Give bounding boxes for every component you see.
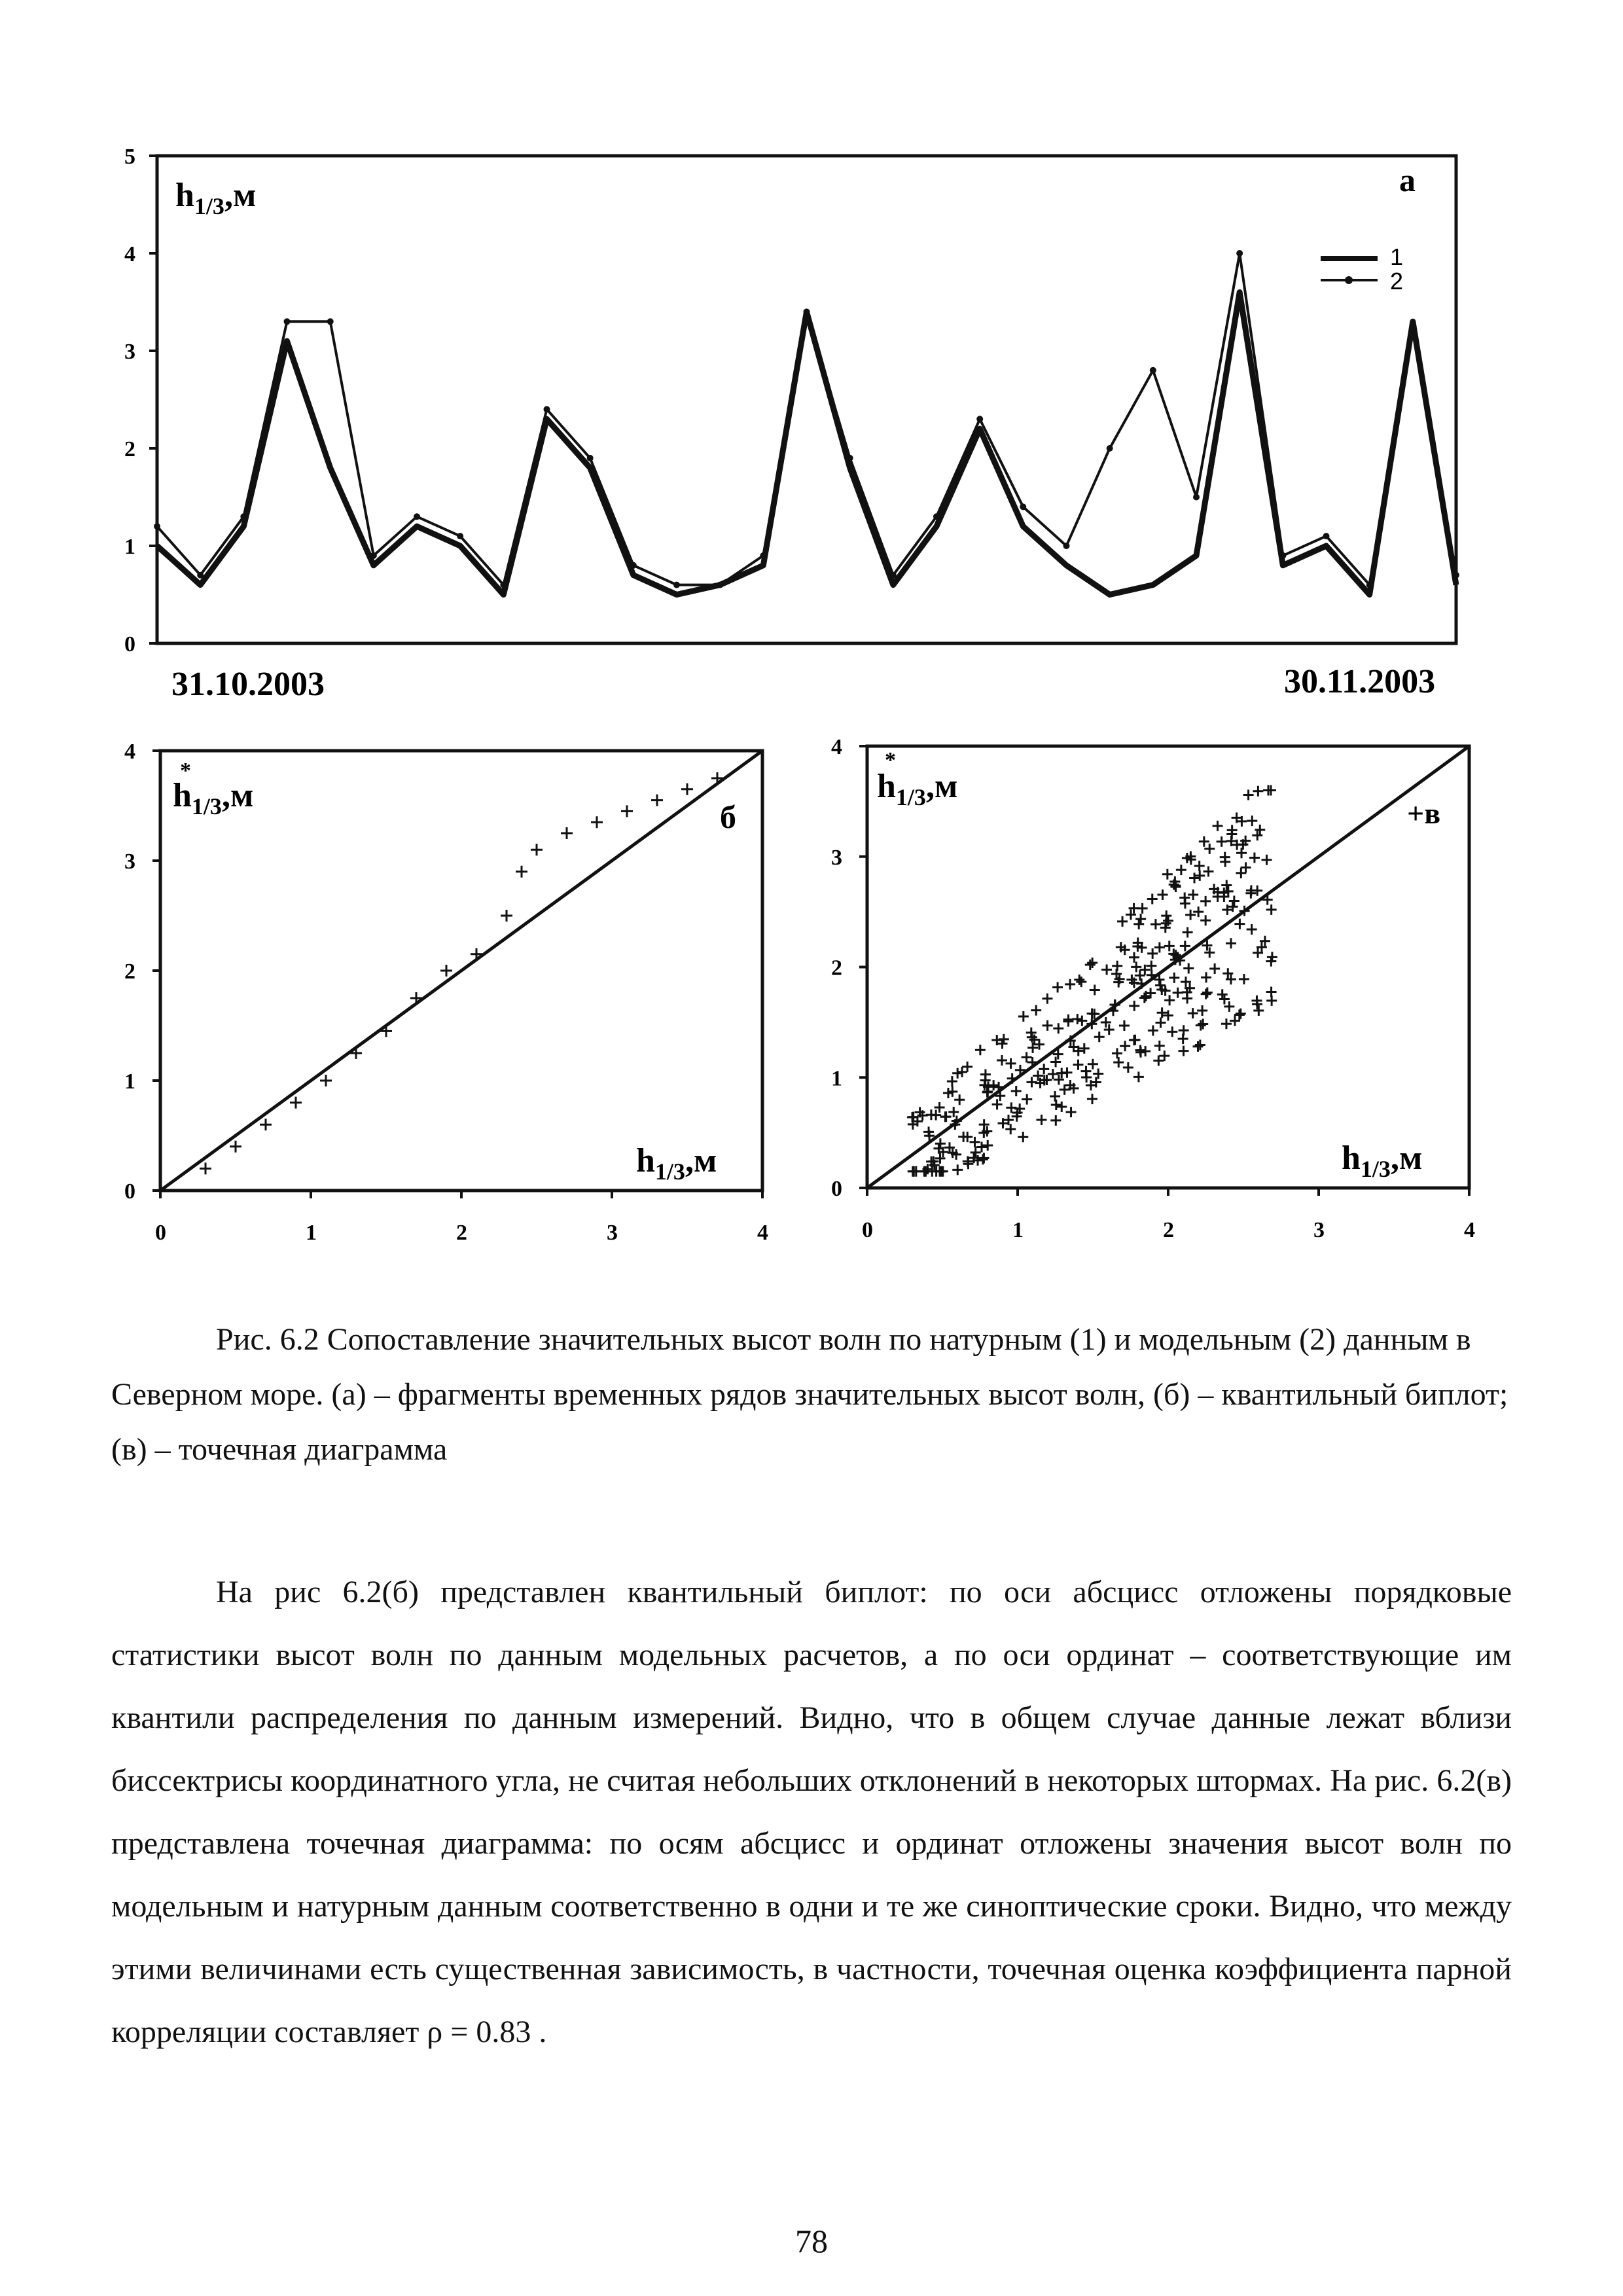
scatter-point — [1241, 862, 1251, 872]
scatter-point — [1220, 852, 1230, 863]
y-tick-label: 2 — [124, 437, 135, 461]
quantile-point — [200, 1162, 211, 1174]
scatter-point — [976, 1142, 987, 1153]
scatter-point — [1236, 868, 1246, 878]
scatter-point — [1180, 941, 1190, 951]
scatter-point — [1154, 942, 1165, 953]
scatter-point — [1053, 1023, 1063, 1033]
scatter-point — [952, 1164, 963, 1175]
scatter-point — [1093, 1069, 1103, 1079]
scatter-point — [1119, 1020, 1130, 1031]
scatter-point — [982, 1140, 993, 1151]
scatter-point — [1066, 1107, 1077, 1117]
series-2-point — [370, 552, 377, 559]
quantile-point — [591, 816, 603, 828]
scatter-point — [1255, 825, 1265, 835]
panel-b-y-label: $h_{1/3},м$ — [173, 777, 254, 819]
quantile-point — [230, 1141, 241, 1153]
scatter-point — [1018, 1011, 1029, 1022]
panel-v-y-label-star: * — [885, 748, 896, 772]
quantile-point — [501, 910, 512, 922]
scatter-point — [975, 1045, 986, 1055]
series-2-point — [1063, 543, 1070, 549]
scatter-point — [1154, 1041, 1165, 1051]
series-2-point — [1107, 445, 1113, 452]
scatter-point — [954, 1094, 965, 1105]
scatter-point — [1133, 1071, 1144, 1082]
quantile-point — [290, 1097, 302, 1109]
panel-b-reference-line — [160, 751, 762, 1191]
figure-caption — [111, 1312, 1512, 1477]
series-2-point — [197, 572, 204, 579]
scatter-point — [1063, 1016, 1073, 1027]
scatter-point — [1200, 896, 1211, 906]
scatter-point — [1129, 1001, 1139, 1011]
quantile-point — [561, 827, 573, 839]
scatter-point — [1156, 1017, 1166, 1028]
scatter-point — [1065, 979, 1075, 990]
scatter-point — [1042, 994, 1052, 1004]
scatter-point — [971, 1147, 981, 1158]
scatter-point — [1213, 821, 1223, 831]
series-2-point — [847, 455, 853, 461]
series-2-point — [1193, 494, 1200, 501]
scatter-point — [1239, 974, 1249, 984]
series-2-point — [154, 523, 160, 529]
scatter-point — [1224, 1001, 1234, 1012]
scatter-point — [1129, 952, 1139, 963]
y-tick-label: 3 — [831, 845, 842, 870]
scatter-point — [1217, 836, 1227, 847]
series-2-point — [1323, 533, 1330, 539]
scatter-point — [1150, 919, 1161, 929]
scatter-point — [1263, 785, 1274, 796]
scatter-point — [1200, 915, 1211, 925]
panel-b-x-label: $h_{1/3},м$ — [636, 1142, 717, 1185]
scatter-point — [1085, 960, 1096, 970]
series-2-point — [284, 318, 291, 325]
series-2-point — [673, 582, 680, 588]
scatter-point — [1253, 1005, 1264, 1016]
scatter-point — [1247, 816, 1257, 826]
x-tick-label: 3 — [1313, 1218, 1325, 1242]
x-tick-label: 4 — [757, 1221, 768, 1245]
y-tick-label: 0 — [124, 632, 135, 656]
series-2-point — [760, 552, 766, 559]
y-tick-label: 4 — [124, 242, 135, 266]
scatter-point — [1147, 948, 1158, 959]
scatter-point — [969, 1137, 980, 1147]
scatter-point — [1088, 1059, 1098, 1069]
panel-a-start-date: 31.10.2003 — [171, 666, 325, 703]
series-2-point — [500, 582, 507, 588]
panel-a-letter: а — [1399, 162, 1416, 198]
series-2-point — [1366, 582, 1373, 588]
scatter-point — [940, 1111, 950, 1122]
quantile-point — [681, 783, 693, 795]
y-tick-label: 1 — [124, 1069, 135, 1094]
scatter-point — [1090, 984, 1100, 995]
scatter-point — [1169, 973, 1179, 983]
scatter-point — [1112, 961, 1122, 971]
scatter-point — [1217, 989, 1228, 999]
scatter-point — [1178, 1046, 1188, 1056]
scatter-point — [1157, 889, 1168, 900]
scatter-point — [1120, 1041, 1130, 1051]
scatter-point — [1113, 1057, 1124, 1067]
body-paragraph: На рис 6.2(б) представлен квантильный биплот: по оси абсцисс отложены порядковые статистики высот волн по данным модельных расчетов, а по оси ординат – соответствующие им квантили распределения по данным измерений. Видно, что в общем случае данные лежат вблизи биссектрисы координатного угла, не считая небольших отклонений в некоторых штормах. На рис. 6.2(в) представлена точечная диаграмма: по осям абсцисс и ординат отложены значения высот волн по модельным и натурным данным соответственно в одни и те же синоптические сроки. Видно, что между этими величинами есть существенная зависимость, в частности, точечная оценка коэффициента парной корреляции составляет ρ = 0.83 . — [111, 1575, 1512, 2049]
x-tick-label: 2 — [1163, 1218, 1174, 1242]
scatter-point — [1202, 988, 1213, 998]
scatter-point — [1209, 963, 1220, 974]
x-tick-label: 0 — [155, 1221, 166, 1245]
series-2-point — [457, 533, 463, 539]
scatter-point — [1247, 924, 1257, 935]
scatter-point — [1123, 1062, 1133, 1073]
scatter-point — [1234, 919, 1245, 929]
series-2-point — [1410, 328, 1416, 334]
scatter-point — [1236, 1009, 1246, 1019]
scatter-point — [1198, 1019, 1208, 1030]
panel-b-letter: б — [720, 798, 736, 835]
panel-a — [124, 145, 1459, 703]
series-2-point — [1236, 250, 1243, 257]
scatter-point — [1039, 1064, 1049, 1074]
y-tick-label: 0 — [124, 1179, 135, 1204]
scatter-point — [1178, 1033, 1188, 1044]
scatter-point — [1199, 836, 1209, 847]
scatter-point — [935, 1138, 946, 1149]
scatter-point — [1194, 861, 1205, 871]
scatter-point — [1161, 910, 1171, 921]
scatter-point — [1073, 1060, 1083, 1070]
scatter-point — [1197, 1005, 1207, 1016]
scatter-point — [962, 1062, 972, 1072]
scatter-point — [1266, 905, 1277, 915]
x-tick-label: 4 — [1464, 1218, 1475, 1242]
x-tick-label: 1 — [306, 1221, 317, 1245]
series-2-point — [240, 513, 247, 520]
scatter-point — [1262, 855, 1272, 865]
y-tick-label: 4 — [831, 735, 842, 759]
panel-b — [124, 740, 768, 1245]
scatter-point — [1133, 919, 1144, 929]
y-tick-label: 3 — [124, 340, 135, 364]
quantile-point — [260, 1119, 272, 1130]
scatter-point — [1011, 1086, 1022, 1096]
scatter-point — [1018, 1132, 1028, 1142]
scatter-point — [1079, 1043, 1090, 1054]
series-2-point — [1279, 552, 1286, 559]
scatter-point — [1031, 1005, 1041, 1016]
caption-text: Сопоставление значительных высот волн по натурным (1) и модельным (2) данным в Северном море. (а) – фрагменты временных рядов значительных высот волн, (б) – квантильный биплот; (в) – точечная диаграмма — [111, 1322, 1508, 1467]
scatter-point — [1176, 865, 1186, 875]
scatter-point — [1056, 1102, 1067, 1112]
series-2-point — [933, 513, 940, 520]
scatter-point — [1022, 1052, 1032, 1062]
panel-a-y-label: $h_{1/3},м$ — [175, 177, 257, 219]
scatter-point — [978, 1154, 988, 1164]
x-tick-label: 3 — [607, 1221, 618, 1245]
legend-label-2: 2 — [1390, 268, 1404, 295]
scatter-point — [1221, 880, 1232, 891]
series-2-point — [544, 406, 550, 412]
scatter-point — [1135, 1045, 1146, 1056]
scatter-point — [1164, 995, 1175, 1005]
scatter-point — [1266, 996, 1277, 1006]
legend-marker-2 — [1345, 276, 1353, 284]
scatter-point — [1147, 893, 1158, 904]
scatter-point — [1108, 1005, 1118, 1016]
scatter-point — [1253, 786, 1263, 797]
series-2-point — [327, 318, 334, 325]
scatter-point — [1130, 1035, 1140, 1045]
panel-v — [831, 735, 1475, 1242]
scatter-point — [993, 1082, 1004, 1092]
y-tick-label: 3 — [124, 850, 135, 874]
scatter-point — [1243, 790, 1254, 800]
scatter-point — [1101, 965, 1112, 975]
scatter-point — [1188, 1008, 1198, 1018]
y-tick-label: 2 — [124, 960, 135, 984]
series-2-point — [414, 513, 420, 520]
scatter-point — [1087, 958, 1097, 968]
scatter-point — [1153, 1056, 1164, 1066]
scatter-point — [1204, 947, 1215, 958]
quantile-point — [651, 795, 663, 806]
scatter-point — [1196, 1020, 1206, 1031]
y-tick-label: 5 — [124, 145, 135, 169]
scatter-point — [1162, 869, 1173, 880]
scatter-point — [1204, 844, 1215, 854]
series-2-point — [630, 562, 637, 569]
scatter-point — [1159, 1050, 1169, 1061]
scatter-point — [1201, 989, 1211, 999]
y-tick-label: 4 — [124, 740, 135, 764]
scatter-point — [1050, 1115, 1061, 1126]
scatter-point — [1252, 830, 1262, 840]
quantile-point — [516, 866, 527, 878]
scatter-point — [1051, 1100, 1061, 1110]
panel-v-letter: +в — [1407, 797, 1441, 830]
y-tick-label: 0 — [831, 1177, 842, 1201]
scatter-point — [963, 1158, 973, 1169]
quantile-point — [531, 844, 543, 855]
series-2-point — [890, 572, 897, 579]
series-2-point — [1020, 503, 1026, 510]
x-tick-label: 2 — [456, 1221, 467, 1245]
legend-label-1: 1 — [1390, 243, 1404, 270]
scatter-point — [1112, 1048, 1122, 1058]
scatter-point — [1173, 988, 1183, 998]
quantile-point — [440, 965, 452, 977]
scatter-point — [1148, 1026, 1158, 1036]
scatter-point — [1189, 872, 1200, 883]
y-tick-label: 2 — [831, 956, 842, 980]
scatter-point — [1135, 914, 1146, 924]
scatter-point — [1080, 1066, 1091, 1077]
scatter-point — [1183, 927, 1193, 938]
scatter-point — [1050, 1057, 1061, 1067]
scatter-point — [1007, 1073, 1018, 1084]
series-2-point — [976, 416, 983, 422]
x-tick-label: 1 — [1012, 1218, 1024, 1242]
quantile-point — [320, 1075, 332, 1086]
series-2-point — [717, 582, 723, 588]
scatter-point — [1183, 963, 1194, 974]
quantile-point — [621, 805, 633, 817]
scatter-point — [1006, 1102, 1016, 1113]
scatter-point — [947, 1076, 957, 1086]
scatter-point — [1087, 1094, 1097, 1104]
scatter-point — [1076, 977, 1086, 987]
scatter-point — [988, 1080, 999, 1090]
scatter-point — [1052, 982, 1063, 993]
scatter-point — [1050, 1091, 1060, 1102]
panel-b-y-label-star: * — [180, 759, 191, 783]
scatter-point — [1192, 1041, 1203, 1052]
series-2-point — [1453, 572, 1459, 579]
series-2-point — [587, 455, 594, 461]
scatter-point — [1219, 994, 1230, 1004]
y-tick-label: 1 — [831, 1066, 842, 1091]
scatter-point — [1226, 938, 1236, 948]
scatter-point — [978, 1153, 989, 1163]
scatter-point — [1094, 1031, 1105, 1042]
scatter-point — [1167, 1026, 1177, 1037]
scatter-point — [1249, 853, 1260, 863]
panel-a-end-date: 30.11.2003 — [1284, 663, 1436, 700]
scatter-point — [1048, 1069, 1058, 1079]
y-tick-label: 1 — [124, 535, 135, 559]
panel-v-y-label: $h_{1/3},м$ — [877, 768, 958, 810]
scatter-point — [1117, 916, 1128, 927]
panel-v-x-label: $h_{1/3},м$ — [1342, 1139, 1423, 1182]
scatter-point — [1036, 1115, 1046, 1125]
scatter-point — [1074, 975, 1084, 985]
page-number: 78 — [795, 2223, 828, 2259]
scatter-point — [1043, 1020, 1053, 1031]
series-2-point — [804, 308, 810, 315]
scatter-point — [1022, 1094, 1032, 1105]
scatter-point — [1229, 895, 1240, 906]
x-tick-label: 0 — [862, 1218, 873, 1242]
scatter-point — [1201, 972, 1211, 982]
panel-a-legend — [1321, 243, 1403, 295]
scatter-point — [1005, 1124, 1016, 1134]
series-2-point — [1150, 367, 1156, 374]
caption-label: Рис. 6.2 — [216, 1322, 319, 1357]
scatter-point — [1195, 1040, 1205, 1050]
